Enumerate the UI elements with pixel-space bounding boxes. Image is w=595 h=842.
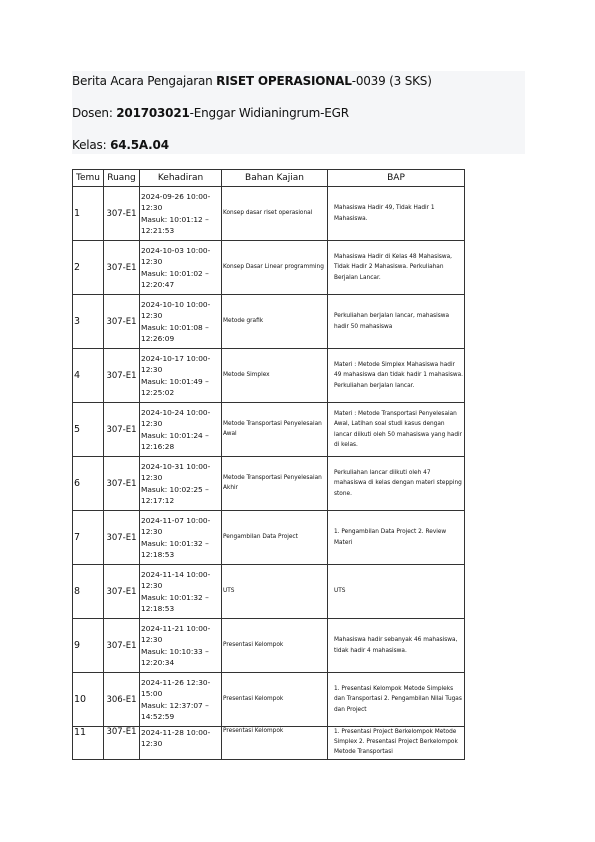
lecturer-label: Dosen:	[72, 106, 117, 120]
table-row	[73, 457, 465, 511]
column-header: Temu	[73, 170, 104, 187]
room-code: 307-E1	[104, 619, 140, 673]
meeting-number: 11	[73, 727, 104, 760]
room-code: 307-E1	[104, 241, 140, 295]
attendance-cell	[140, 619, 222, 673]
schedule-text: 2024-10-24 10:00-12:30	[141, 408, 211, 429]
checkout-text: 14:52:59	[141, 711, 175, 721]
topic-text: Konsep dasar riset operasional	[222, 187, 328, 241]
checkin-text: Masuk: 12:37:07 –	[141, 700, 209, 710]
topic-text: Konsep Dasar Linear programming	[222, 241, 328, 295]
room-code: 307-E1	[104, 511, 140, 565]
topic-text: Metode grafik	[222, 295, 328, 349]
table-row	[73, 187, 465, 241]
checkin-text: Masuk: 10:01:32 –	[141, 538, 209, 548]
lecturer-id: 201703021	[116, 106, 190, 120]
attendance-cell	[140, 403, 222, 457]
schedule-text: 2024-11-28 10:00-12:30	[141, 728, 211, 749]
bap-text: 1. Pengambilan Data Project 2. Review Materi	[328, 511, 465, 565]
meeting-number: 2	[73, 241, 104, 295]
room-code: 307-E1	[104, 727, 140, 760]
meeting-number: 3	[73, 295, 104, 349]
checkout-text: 12:18:53	[141, 603, 175, 613]
checkin-text: Masuk: 10:02:25 –	[141, 484, 209, 494]
bap-text: Perkuliahan lancar diikuti oleh 47 mahasiswa di kelas dengan materi stepping stone.	[328, 457, 465, 511]
attendance-table	[72, 169, 465, 760]
checkin-text: Masuk: 10:01:08 –	[141, 322, 209, 332]
bap-text: Materi : Metode Simplex Mahasiswa hadir 49 mahasiswa dan tidak hadir 1 mahasiswa. Perkuliahan berjalan lancar.	[328, 349, 465, 403]
bap-text: 1. Presentasi Project Berkelompok Metode Simplex 2. Presentasi Project Berkelompok Metode Transportasi	[328, 727, 465, 760]
schedule-text: 2024-10-17 10:00-12:30	[141, 354, 211, 375]
meeting-number: 7	[73, 511, 104, 565]
schedule-text: 2024-11-26 12:30-15:00	[141, 678, 211, 699]
topic-text: Metode Transportasi Penyelesaian Awal	[222, 403, 328, 457]
class-code: 64.5A.04	[110, 138, 169, 152]
column-header: Kehadiran	[140, 170, 222, 187]
room-code: 306-E1	[104, 673, 140, 727]
bap-text: Materi : Metode Transportasi Penyelesaian Awal, Latihan soal studi kasus dengan lancar diikuti oleh 50 mahasiswa yang hadir di kelas.	[328, 403, 465, 457]
attendance-cell	[140, 727, 222, 760]
class-label: Kelas:	[72, 138, 111, 152]
schedule-text: 2024-11-21 10:00-12:30	[141, 624, 211, 645]
report-title	[72, 74, 432, 88]
table-row	[73, 727, 465, 760]
table-row	[73, 619, 465, 673]
checkin-text: Masuk: 10:01:24 –	[141, 430, 209, 440]
checkin-text: Masuk: 10:01:49 –	[141, 376, 209, 386]
attendance-cell	[140, 511, 222, 565]
room-code: 307-E1	[104, 403, 140, 457]
title-prefix: Berita Acara Pengajaran	[72, 74, 217, 88]
room-code: 307-E1	[104, 349, 140, 403]
course-name: RISET OPERASIONAL	[216, 74, 352, 88]
bap-text: 1. Presentasi Kelompok Metode Simpleks dan Transportasi 2. Pengambilan Nilai Tugas dan Project	[328, 673, 465, 727]
meeting-number: 8	[73, 565, 104, 619]
schedule-text: 2024-09-26 10:00-12:30	[141, 192, 211, 213]
topic-text: Presentasi Kelompok	[222, 619, 328, 673]
meeting-number: 6	[73, 457, 104, 511]
bap-text: Perkuliahan berjalan lancar, mahasiswa hadir 50 mahasiswa	[328, 295, 465, 349]
schedule-text: 2024-10-10 10:00-12:30	[141, 300, 211, 321]
attendance-cell	[140, 241, 222, 295]
schedule-text: 2024-11-14 10:00-12:30	[141, 570, 211, 591]
bap-text: Mahasiswa Hadir 49, Tidak Hadir 1 Mahasiswa.	[328, 187, 465, 241]
topic-text: Presentasi Kelompok	[222, 727, 328, 760]
checkout-text: 12:17:12	[141, 495, 175, 505]
schedule-text: 2024-10-31 10:00-12:30	[141, 462, 211, 483]
topic-text: Presentasi Kelompok	[222, 673, 328, 727]
topic-text: Metode Simplex	[222, 349, 328, 403]
checkin-text: Masuk: 10:01:02 –	[141, 268, 209, 278]
room-code: 307-E1	[104, 457, 140, 511]
column-header: Ruang	[104, 170, 140, 187]
checkout-text: 12:21:53	[141, 225, 175, 235]
table-row	[73, 403, 465, 457]
topic-text: Metode Transportasi Penyelesaian Akhir	[222, 457, 328, 511]
checkout-text: 12:26:09	[141, 333, 175, 343]
attendance-cell	[140, 295, 222, 349]
checkin-text: Masuk: 10:10:33 –	[141, 646, 209, 656]
class-line	[72, 138, 169, 152]
course-code: -0039 (3 SKS)	[351, 74, 432, 88]
table-row	[73, 565, 465, 619]
checkin-text: Masuk: 10:01:32 –	[141, 592, 209, 602]
schedule-text: 2024-11-07 10:00-12:30	[141, 516, 211, 537]
table-row	[73, 511, 465, 565]
meeting-number: 5	[73, 403, 104, 457]
attendance-cell	[140, 187, 222, 241]
attendance-cell	[140, 349, 222, 403]
checkin-text: Masuk: 10:01:12 –	[141, 214, 209, 224]
table-row	[73, 349, 465, 403]
meeting-number: 4	[73, 349, 104, 403]
checkout-text: 12:18:53	[141, 549, 175, 559]
attendance-cell	[140, 565, 222, 619]
checkout-text: 12:20:47	[141, 279, 175, 289]
lecturer-name: -Enggar Widianingrum-EGR	[189, 106, 349, 120]
meeting-number: 9	[73, 619, 104, 673]
meeting-number: 10	[73, 673, 104, 727]
attendance-cell	[140, 673, 222, 727]
table-header-row	[73, 170, 465, 187]
attendance-cell	[140, 457, 222, 511]
room-code: 307-E1	[104, 295, 140, 349]
topic-text: Pengambilan Data Project	[222, 511, 328, 565]
room-code: 307-E1	[104, 187, 140, 241]
table-row	[73, 295, 465, 349]
column-header: BAP	[328, 170, 465, 187]
topic-text: UTS	[222, 565, 328, 619]
checkout-text: 12:20:34	[141, 657, 175, 667]
room-code: 307-E1	[104, 565, 140, 619]
table-row	[73, 241, 465, 295]
bap-text: Mahasiswa Hadir di Kelas 48 Mahasiswa, Tidak Hadir 2 Mahasiswa. Perkuliahan Berjalan Lancar.	[328, 241, 465, 295]
bap-text: Mahasiswa hadir sebanyak 46 mahasiswa, tidak hadir 4 mahasiswa.	[328, 619, 465, 673]
schedule-text: 2024-10-03 10:00-12:30	[141, 246, 211, 267]
bap-text: UTS	[328, 565, 465, 619]
table-row	[73, 673, 465, 727]
lecturer-line	[72, 106, 349, 120]
column-header: Bahan Kajian	[222, 170, 328, 187]
meeting-number: 1	[73, 187, 104, 241]
checkout-text: 12:16:28	[141, 441, 175, 451]
checkout-text: 12:25:02	[141, 387, 175, 397]
